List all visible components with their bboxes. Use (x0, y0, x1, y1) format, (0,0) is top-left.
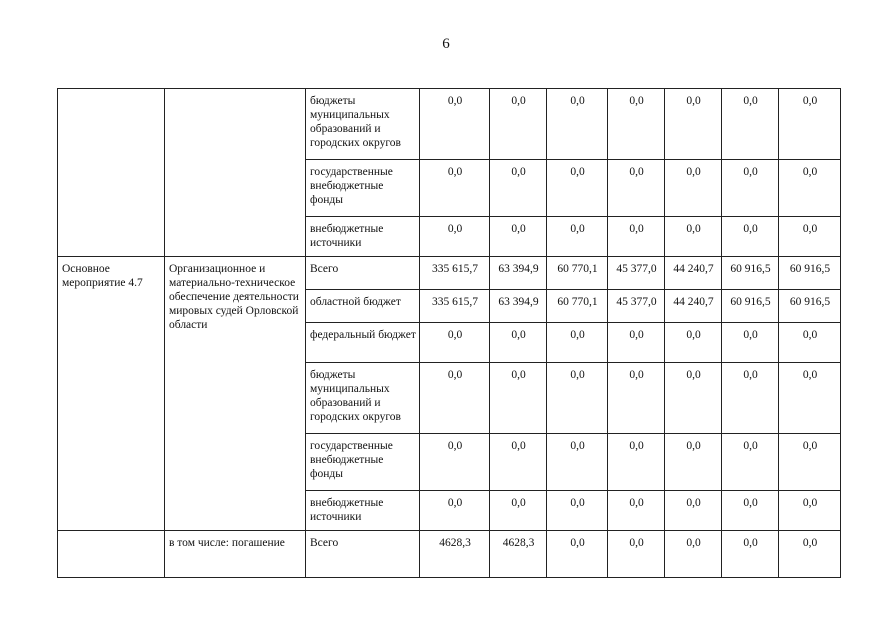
table-cell-value: 63 394,9 (490, 290, 547, 323)
table-cell-value: 0,0 (722, 363, 779, 434)
table-cell-value: 0,0 (420, 217, 490, 257)
table-cell-value: 0,0 (608, 89, 665, 160)
table-cell-value: 4628,3 (420, 531, 490, 578)
empty-measure-cell (58, 89, 165, 257)
funding-source-cell: внебюджетные источники (306, 217, 420, 257)
table-cell-value: 0,0 (722, 491, 779, 531)
table-cell-value: 0,0 (665, 531, 722, 578)
table-cell-value: 4628,3 (490, 531, 547, 578)
table-cell-value: 0,0 (420, 323, 490, 363)
table-cell-value: 63 394,9 (490, 257, 547, 290)
funding-source-cell: Всего (306, 531, 420, 578)
table-cell-value: 44 240,7 (665, 290, 722, 323)
budget-table (57, 88, 841, 578)
table-cell-value: 0,0 (779, 217, 841, 257)
table-cell-value: 0,0 (608, 160, 665, 217)
table-cell-value: 0,0 (722, 160, 779, 217)
table-row (58, 257, 841, 290)
table-cell-value: 0,0 (420, 89, 490, 160)
table-cell-value: 0,0 (608, 491, 665, 531)
table-cell-value: 0,0 (547, 434, 608, 491)
funding-source-cell: бюджеты муниципальных образований и городских округов (306, 363, 420, 434)
table-cell-value: 0,0 (547, 323, 608, 363)
table-cell-value: 60 916,5 (779, 290, 841, 323)
table-cell-value: 335 615,7 (420, 290, 490, 323)
empty-description-cell (165, 89, 306, 257)
table-cell-value: 0,0 (490, 160, 547, 217)
table-cell-value: 0,0 (490, 491, 547, 531)
table-cell-value: 0,0 (665, 491, 722, 531)
table-cell-value: 0,0 (779, 363, 841, 434)
table-cell-value: 0,0 (547, 363, 608, 434)
table-cell-value: 0,0 (547, 217, 608, 257)
table-cell-value: 0,0 (665, 89, 722, 160)
table-cell-value: 0,0 (779, 89, 841, 160)
table-cell-value: 60 770,1 (547, 257, 608, 290)
funding-source-cell: областной бюджет (306, 290, 420, 323)
table-cell-value: 0,0 (608, 323, 665, 363)
funding-source-cell: внебюджетные источники (306, 491, 420, 531)
table-row (58, 89, 841, 160)
table-cell-value: 0,0 (722, 89, 779, 160)
funding-source-cell: государственные внебюджетные фонды (306, 434, 420, 491)
table-cell-value: 0,0 (779, 491, 841, 531)
table-cell-value: 0,0 (420, 434, 490, 491)
table-cell-value: 60 916,5 (722, 257, 779, 290)
table-row (58, 531, 841, 578)
table-cell-value: 0,0 (779, 434, 841, 491)
table-cell-value: 0,0 (779, 160, 841, 217)
table-cell-value: 0,0 (608, 217, 665, 257)
sub-row-label-cell: в том числе: погашение (165, 531, 306, 578)
table-cell-value: 0,0 (608, 531, 665, 578)
measure-name-cell: Основное мероприятие 4.7 (58, 257, 165, 531)
table-cell-value: 60 770,1 (547, 290, 608, 323)
table-cell-value: 0,0 (608, 434, 665, 491)
table-cell-value: 0,0 (547, 160, 608, 217)
funding-source-cell: государственные внебюджетные фонды (306, 160, 420, 217)
table-cell-value: 0,0 (665, 363, 722, 434)
table-cell-value: 0,0 (722, 434, 779, 491)
table-cell-value: 0,0 (420, 363, 490, 434)
table-cell-value: 0,0 (665, 434, 722, 491)
table-cell-value: 0,0 (665, 160, 722, 217)
table-cell-value: 0,0 (665, 217, 722, 257)
table-cell-value: 0,0 (490, 217, 547, 257)
table-cell-value: 0,0 (547, 89, 608, 160)
table-cell-value: 0,0 (547, 491, 608, 531)
measure-description-cell: Организационное и материально-техническое обеспечение деятельности мировых судей Орловской области (165, 257, 306, 531)
table-cell-value: 0,0 (779, 531, 841, 578)
table-cell-value: 60 916,5 (722, 290, 779, 323)
table-cell-value: 60 916,5 (779, 257, 841, 290)
table-cell-value: 0,0 (420, 160, 490, 217)
table-cell-value: 0,0 (420, 491, 490, 531)
table-cell-value: 335 615,7 (420, 257, 490, 290)
table-cell-value: 0,0 (547, 531, 608, 578)
table-cell-value: 0,0 (490, 89, 547, 160)
table-cell-value: 0,0 (722, 323, 779, 363)
table-cell-value: 0,0 (608, 363, 665, 434)
table-cell-value: 45 377,0 (608, 257, 665, 290)
funding-source-cell: федеральный бюджет (306, 323, 420, 363)
table-cell-value: 0,0 (722, 217, 779, 257)
table-cell-value: 45 377,0 (608, 290, 665, 323)
table-cell-value: 0,0 (665, 323, 722, 363)
table-cell-value: 0,0 (722, 531, 779, 578)
table-cell-value: 0,0 (490, 434, 547, 491)
funding-source-cell: бюджеты муниципальных образований и городских округов (306, 89, 420, 160)
table-cell-value: 0,0 (490, 323, 547, 363)
empty-measure-cell (58, 531, 165, 578)
funding-source-cell: Всего (306, 257, 420, 290)
table-cell-value: 0,0 (490, 363, 547, 434)
page-number: 6 (442, 36, 450, 52)
table-cell-value: 0,0 (779, 323, 841, 363)
table-cell-value: 44 240,7 (665, 257, 722, 290)
